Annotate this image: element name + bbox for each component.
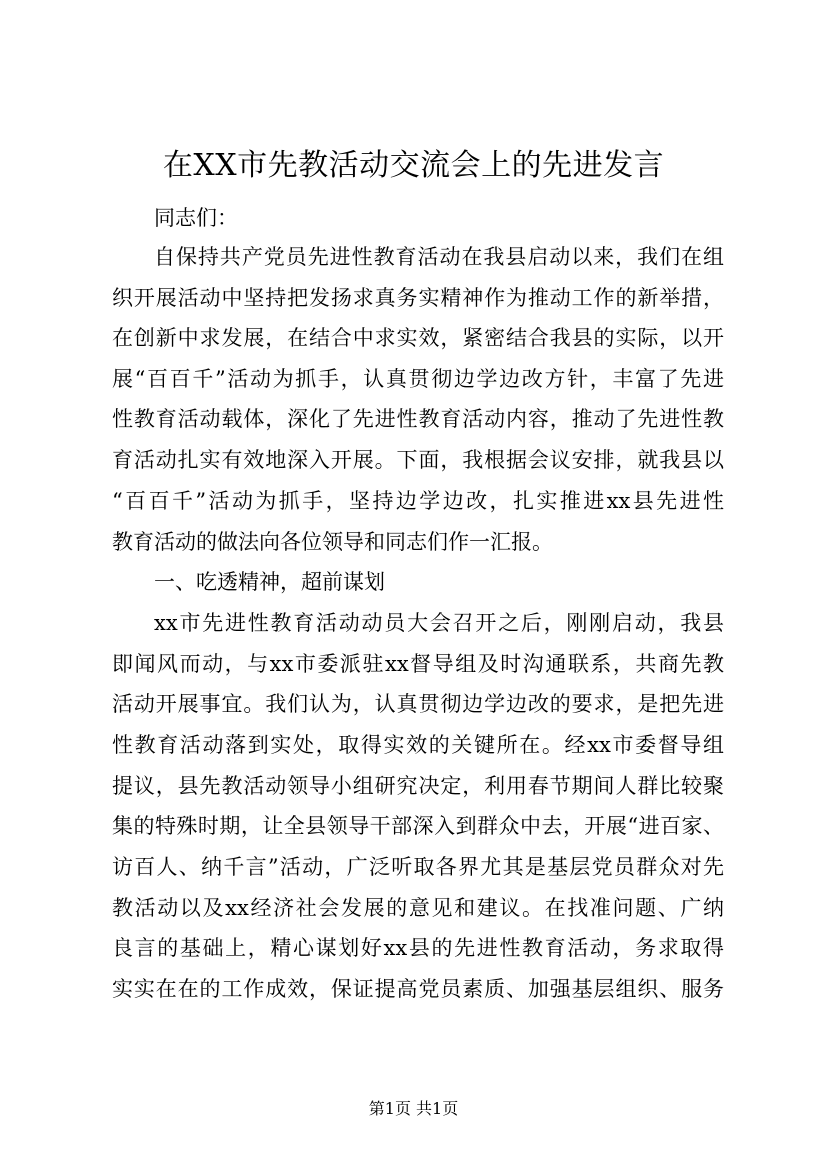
page-number-footer: 第1页 共1页 [368, 1099, 459, 1118]
paragraph-line: xx市先进性教育活动动员大会召开之后，刚刚启动，我县 [154, 611, 724, 635]
paragraph-line: 教活动以及xx经济社会发展的意见和建议。在找准问题、广纳 [112, 896, 724, 920]
paragraph-line: 性教育活动载体，深化了先进性教育活动内容，推动了先进性教 [112, 407, 724, 431]
paragraph-line: 访百人、纳千言”活动，广泛听取各界尤其是基层党员群众对先 [112, 855, 724, 879]
paragraph-line: 织开展活动中坚持把发扬求真务实精神作为推动工作的新举措， [112, 286, 724, 310]
paragraph-line: 在创新中求发展，在结合中求实效，紧密结合我县的实际，以开 [112, 326, 724, 350]
salutation: 同志们： [154, 206, 238, 230]
paragraph-line: 性教育活动落到实处，取得实效的关键所在。经xx市委督导组 [112, 733, 724, 757]
paragraph-line: 展“百百千”活动为抓手，认真贯彻边学边改方针，丰富了先进 [112, 367, 724, 391]
paragraph-line: 集的特殊时期，让全县领导干部深入到群众中去，开展“进百家、 [112, 814, 724, 838]
paragraph-line: 良言的基础上，精心谋划好xx县的先进性教育活动，务求取得 [112, 936, 724, 960]
paragraph-line: 育活动扎实有效地深入开展。下面，我根据会议安排，就我县以 [112, 448, 724, 472]
document-title: 在XX市先教活动交流会上的先进发言 [162, 148, 665, 183]
paragraph-line: 提议，县先教活动领导小组研究决定，利用春节期间人群比较聚 [112, 774, 724, 798]
section-heading: 一、吃透精神，超前谋划 [154, 570, 385, 594]
paragraph-line: 即闻风而动，与xx市委派驻xx督导组及时沟通联系，共商先教 [112, 652, 724, 676]
paragraph-line: 活动开展事宜。我们认为，认真贯彻边学边改的要求，是把先进 [112, 692, 724, 716]
paragraph-line: 教育活动的做法向各位领导和同志们作一汇报。 [112, 530, 553, 554]
paragraph-line: 实实在在的工作成效，保证提高党员素质、加强基层组织、服务 [112, 977, 724, 1001]
paragraph-line: “百百千”活动为抓手，坚持边学边改，扎实推进xx县先进性 [112, 489, 724, 513]
paragraph-line: 自保持共产党员先进性教育活动在我县启动以来，我们在组 [154, 245, 724, 269]
